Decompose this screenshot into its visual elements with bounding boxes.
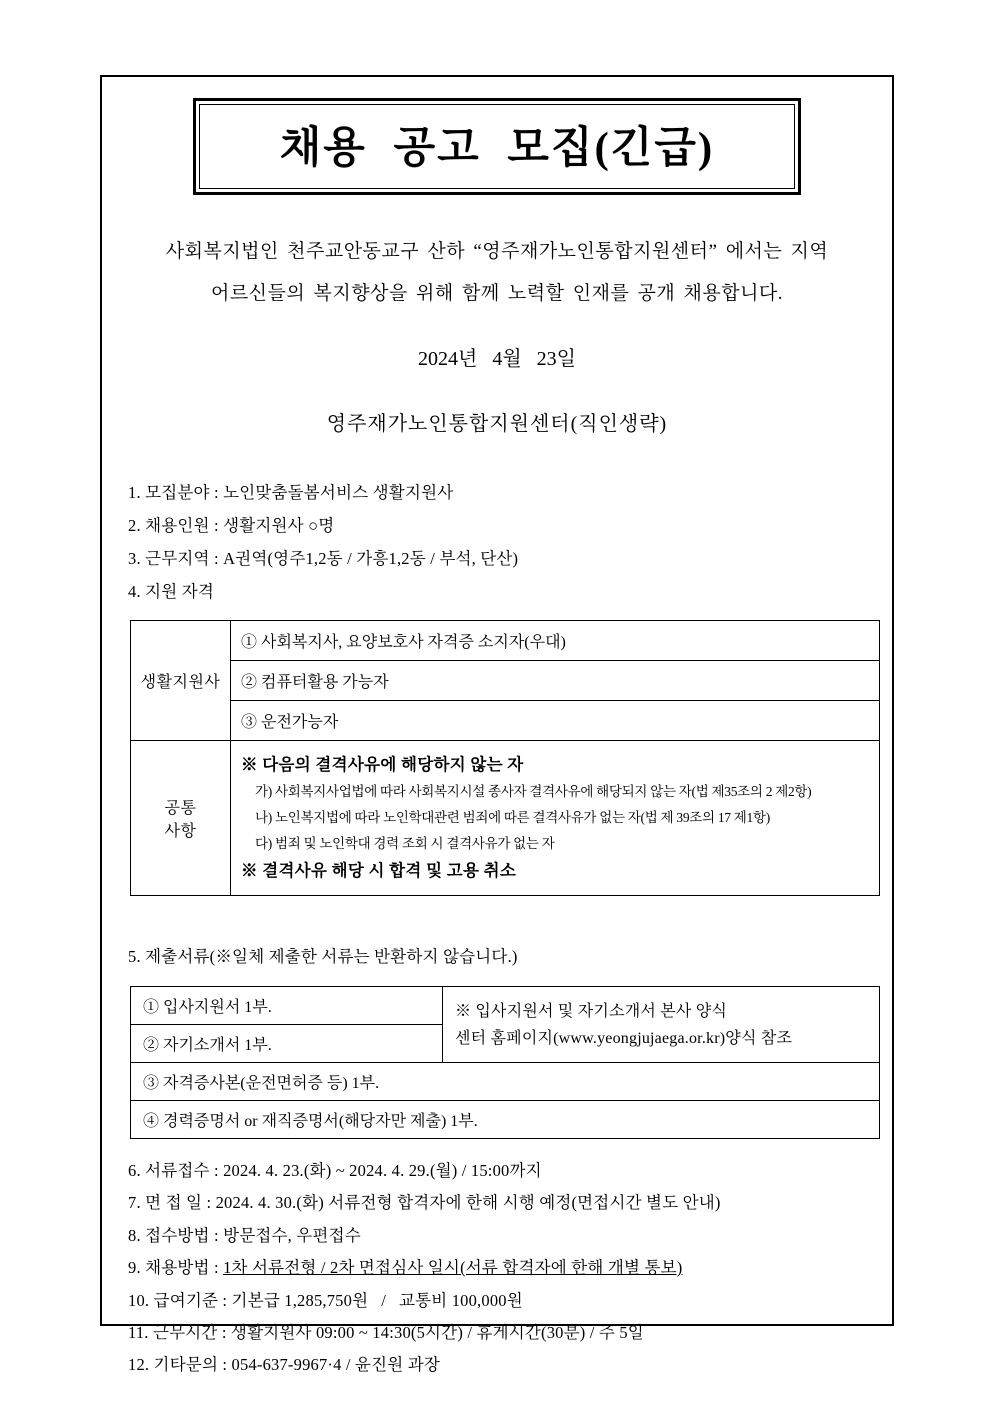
table-row xyxy=(131,661,880,701)
intro-line-1: 사회복지법인 천주교안동교구 산하 “영주재가노인통합지원센터” 에서는 지역 xyxy=(165,241,829,262)
intro-line-2: 어르신들의 복지향상을 위해 함께 노력할 인재를 공개 채용합니다. xyxy=(210,283,784,304)
document-item-4: ④ 경력증명서 or 재직증명서(해당자만 제출) 1부. xyxy=(131,1101,880,1139)
table-row xyxy=(131,621,880,661)
item-contact: 12. 기타문의 : 054-637-9967·4 / 윤진원 과장 xyxy=(128,1355,441,1375)
document-title: 채용 공고 모집(긴급) xyxy=(279,125,715,172)
title-box-inner xyxy=(199,104,795,189)
common-requirements-cell xyxy=(231,741,880,896)
table-row xyxy=(131,987,880,1025)
table-row xyxy=(131,701,880,741)
documents-table xyxy=(130,986,880,1139)
qualification-req-2: ② 컴퓨터활용 가능자 xyxy=(231,661,880,701)
intro-paragraph xyxy=(128,195,866,315)
table-row xyxy=(131,741,880,896)
document-item-2: ② 자기소개서 1부. xyxy=(131,1025,443,1063)
item-documents-heading: 5. 제출서류(※일체 제출한 서류는 반환하지 않습니다.) xyxy=(128,947,518,966)
announcement-date: 2024년 4월 23일 xyxy=(418,348,576,370)
item-interview-date: 7. 면 접 일 : 2024. 4. 30.(화) 서류전형 합격자에 한해 시행 예정(면접시간 별도 안내) xyxy=(128,1193,721,1213)
qualification-req-3: ③ 운전가능자 xyxy=(231,701,880,741)
qualification-role-cell: 생활지원사 xyxy=(131,621,231,741)
qualification-table xyxy=(130,620,880,896)
item-hiring-process-detail: 1차 서류전형 / 2차 면접심사 일시(서류 합격자에 한해 개별 통보) xyxy=(223,1258,683,1278)
common-req-head: ※ 다음의 결격사유에 해당하지 않는 자 xyxy=(241,755,524,774)
common-req-tail: ※ 결격사유 해당 시 합격 및 고용 취소 xyxy=(241,861,517,880)
items-section-bottom xyxy=(128,1139,866,1382)
documents-note-line-2: 센터 홈페이지(www.yeongjujaega.or.kr)양식 참조 xyxy=(455,1029,793,1047)
items-section-top xyxy=(128,436,866,608)
item-salary: 10. 급여기준 : 기본급 1,285,750원 / 교통비 100,000원 xyxy=(128,1290,523,1310)
common-req-sub-2: 나) 노인복지법에 따라 노인학대관련 범죄에 따른 결격사유가 없는 자(법 제 39조의 17 제1항) xyxy=(255,810,770,825)
common-req-sub-3: 다) 범죄 및 노인학대 경력 조회 시 결격사유가 없는 자 xyxy=(255,836,555,851)
table-row xyxy=(131,1063,880,1101)
item-application-period: 6. 서류접수 : 2024. 4. 23.(화) ~ 2024. 4. 29.(월) / 15:00까지 xyxy=(128,1161,542,1180)
common-label-cell xyxy=(131,741,231,896)
documents-note-line-1: ※ 입사지원서 및 자기소개서 본사 양식 xyxy=(455,1002,728,1020)
item-headcount: 2. 채용인원 : 생활지원사 ○명 xyxy=(128,516,335,535)
item-application-method: 8. 접수방법 : 방문접수, 우편접수 xyxy=(128,1225,361,1245)
qualification-req-1: ① 사회복지사, 요양보호사 자격증 소지자(우대) xyxy=(231,621,880,661)
common-label-line-1: 공통 xyxy=(164,800,197,817)
item-work-area: 3. 근무지역 : A권역(영주1,2동 / 가흥1,2동 / 부석, 단산) xyxy=(128,549,519,568)
document-page-border xyxy=(100,75,894,1375)
organization-name: 영주재가노인통합지원센터(직인생략) xyxy=(326,413,668,435)
document-content xyxy=(102,98,892,1382)
common-req-sub-1: 가) 사회복지사업법에 따라 사회복지시설 종사자 결격사유에 해당되지 않는 자(법 제35조의 2 제2항) xyxy=(255,784,812,799)
document-item-1: ① 입사지원서 1부. xyxy=(131,987,443,1025)
item-working-hours: 11. 근무시간 : 생활지원사 09:00 ~ 14:30(5시간) / 휴게시간(30분) / 주 5일 xyxy=(128,1323,644,1343)
common-label-line-2: 사항 xyxy=(164,823,197,840)
item-recruit-field: 1. 모집분야 : 노인맞춤돌봄서비스 생활지원사 xyxy=(128,483,454,502)
documents-note-cell xyxy=(443,987,880,1063)
item-hiring-process-prefix: 9. 채용방법 : xyxy=(128,1258,224,1278)
title-box xyxy=(193,98,801,195)
item-hiring-process xyxy=(128,1252,866,1284)
document-item-3: ③ 자격증사본(운전면허증 등) 1부. xyxy=(131,1063,880,1101)
table-row xyxy=(131,1101,880,1139)
item-qualification-heading: 4. 지원 자격 xyxy=(128,582,214,601)
